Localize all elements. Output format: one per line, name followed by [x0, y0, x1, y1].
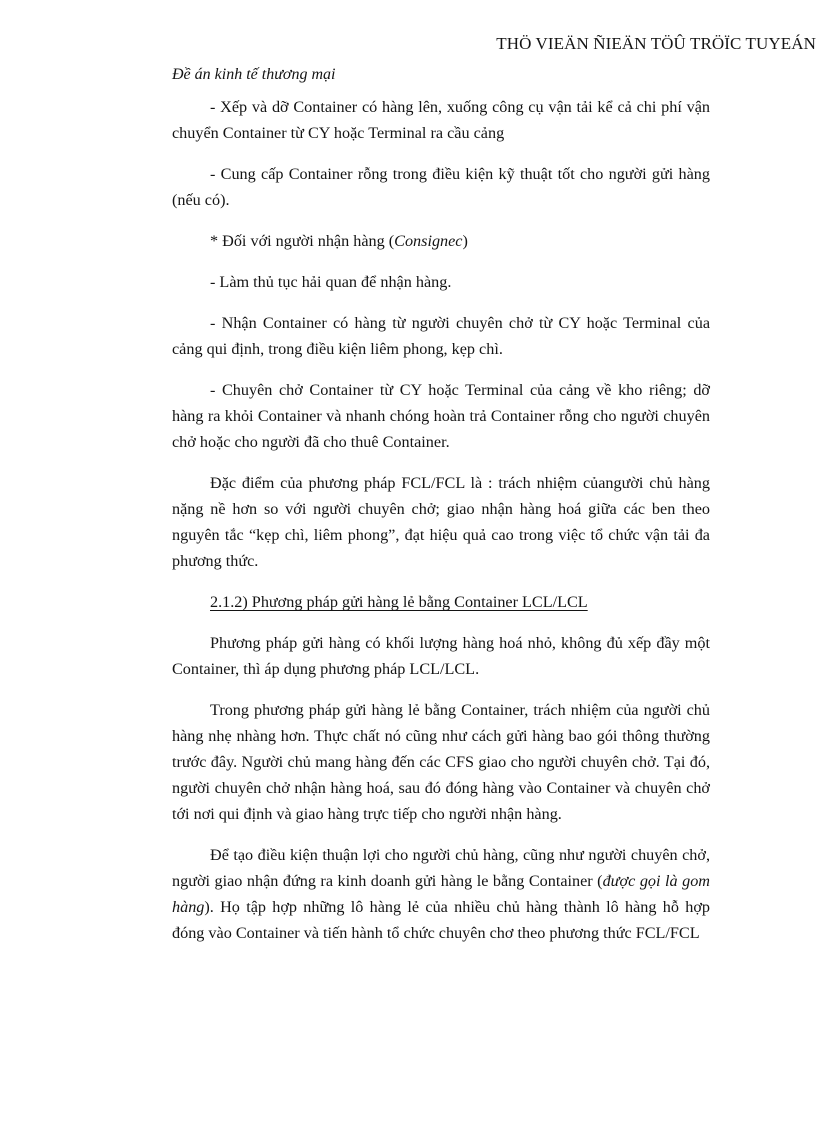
- running-header: THÖ VIEÄN ÑIEÄN TÖÛ TRÖÏC TUYEÁN: [496, 34, 816, 53]
- paragraph: [172, 228, 710, 254]
- paragraph: - Làm thủ tục hải quan để nhận hàng.: [210, 273, 452, 291]
- paragraph: - Cung cấp Container rỗng trong điều kiện kỹ thuật tốt cho người gửi hàng (nếu có).: [172, 165, 710, 209]
- document-title: Đề án kinh tế thương mại: [172, 66, 336, 83]
- paragraph: - Chuyên chở Container từ CY hoặc Terminal của cảng về kho riêng; dỡ hàng ra khỏi Container và nhanh chóng hoàn trả Container rỗng cho người chuyên chở hoặc cho người đã cho thuê Container.: [172, 381, 710, 451]
- paragraph-text: * Đối với người nhận hàng (: [210, 232, 395, 250]
- paragraph: Trong phương pháp gửi hàng lẻ bằng Container, trách nhiệm của người chủ hàng nhẹ nhàng hơn. Thực chất nó cũng như cách gửi hàng bao gói thông thường trước đây. Người chủ mang hàng đến các CFS giao cho người chuyên chở. Tại đó, người chuyên chở nhận hàng hoá, sau đó đóng hàng vào Container và chuyên chở tới nơi qui định và giao hàng trực tiếp cho người nhận hàng.: [172, 701, 710, 823]
- paragraph-text: ). Họ tập hợp những lô hàng lẻ của nhiều chủ hàng thành lô hàng hỗ hợp đóng vào Container và tiến hành tổ chức chuyên chơ theo phương thức FCL/FCL: [172, 898, 710, 942]
- paragraph: - Xếp và dỡ Container có hàng lên, xuống công cụ vận tải kể cả chi phí vận chuyển Container từ CY hoặc Terminal ra cầu cảng: [172, 98, 710, 142]
- section-heading: 2.1.2) Phương pháp gửi hàng lẻ bằng Container LCL/LCL: [210, 593, 588, 611]
- paragraph: Đặc điểm của phương pháp FCL/FCL là : trách nhiệm củangười chủ hàng nặng nề hơn so với người chuyên chở; giao nhận hàng hoá giữa các ben theo nguyên tắc “kẹp chì, liêm phong”, đạt hiệu quả cao trong việc tổ chức vận tải đa phương thức.: [172, 474, 710, 570]
- italic-term: Consignec: [394, 232, 463, 250]
- paragraph: Phương pháp gửi hàng có khối lượng hàng hoá nhỏ, không đủ xếp đầy một Container, thì áp dụng phương pháp LCL/LCL.: [172, 634, 710, 678]
- document-body: [172, 94, 710, 946]
- paragraph-text: ): [462, 232, 468, 250]
- paragraph: - Nhận Container có hàng từ người chuyên chở từ CY hoặc Terminal của cảng qui định, trong điều kiện liêm phong, kẹp chì.: [172, 314, 710, 358]
- paragraph: [172, 842, 710, 946]
- italic-term: được gọi là gom hàng: [172, 872, 710, 916]
- paragraph-text: Để tạo điều kiện thuận lợi cho người chủ hàng, cũng như người chuyên chở, người giao nhận đứng ra kinh doanh gửi hàng le bằng Container (: [172, 846, 710, 890]
